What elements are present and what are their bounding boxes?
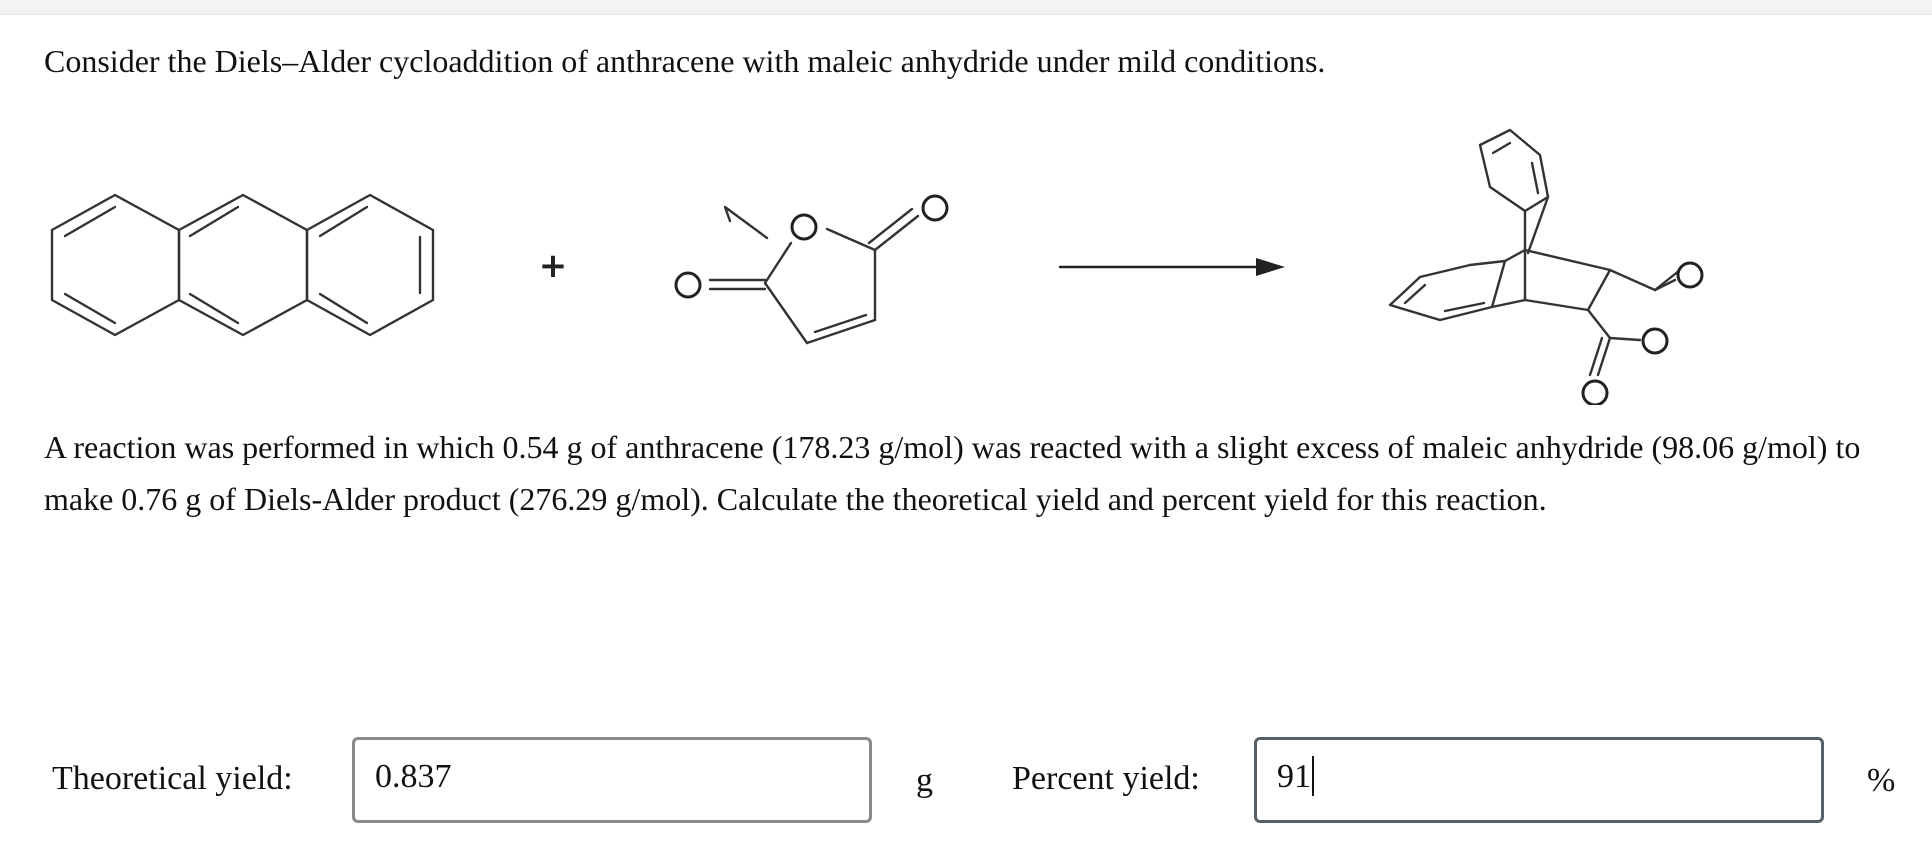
percent-yield-label: Percent yield: xyxy=(1012,760,1200,797)
reaction-arrow xyxy=(1060,258,1285,276)
maleic-anhydride-structure xyxy=(676,196,947,343)
question-card xyxy=(0,14,1932,859)
percent-yield-value: 91 xyxy=(1277,758,1311,795)
oxygen-atom xyxy=(792,215,816,239)
oxygen-atom xyxy=(676,273,700,297)
theoretical-yield-value: 0.837 xyxy=(375,758,452,795)
diels-alder-product-structure xyxy=(1390,130,1702,405)
question-body: A reaction was performed in which 0.54 g of anthracene (178.23 g/mol) was reacted with a slight excess of maleic anhydride (98.06 g/mol) to make 0.76 g of Diels-Alder product (276.29 g/mol). Calculate the theoretical yield and percent yield for this reaction. xyxy=(44,429,1861,517)
anthracene-structure xyxy=(52,195,433,335)
oxygen-atom xyxy=(1583,381,1607,405)
oxygen-atom xyxy=(1643,329,1667,353)
question-intro: Consider the Diels–Alder cycloaddition of anthracene with maleic anhydride under mild conditions. xyxy=(44,43,1326,79)
theoretical-yield-input[interactable] xyxy=(352,737,872,823)
reaction-scheme xyxy=(0,105,1932,405)
theoretical-yield-label: Theoretical yield: xyxy=(52,760,293,797)
percent-yield-input[interactable] xyxy=(1254,737,1824,823)
percent-yield-unit: % xyxy=(1867,762,1896,799)
text-caret xyxy=(1312,756,1314,796)
oxygen-atom xyxy=(1678,263,1702,287)
oxygen-atom xyxy=(923,196,947,220)
theoretical-yield-unit: g xyxy=(916,762,933,799)
plus-sign: + xyxy=(538,246,568,286)
